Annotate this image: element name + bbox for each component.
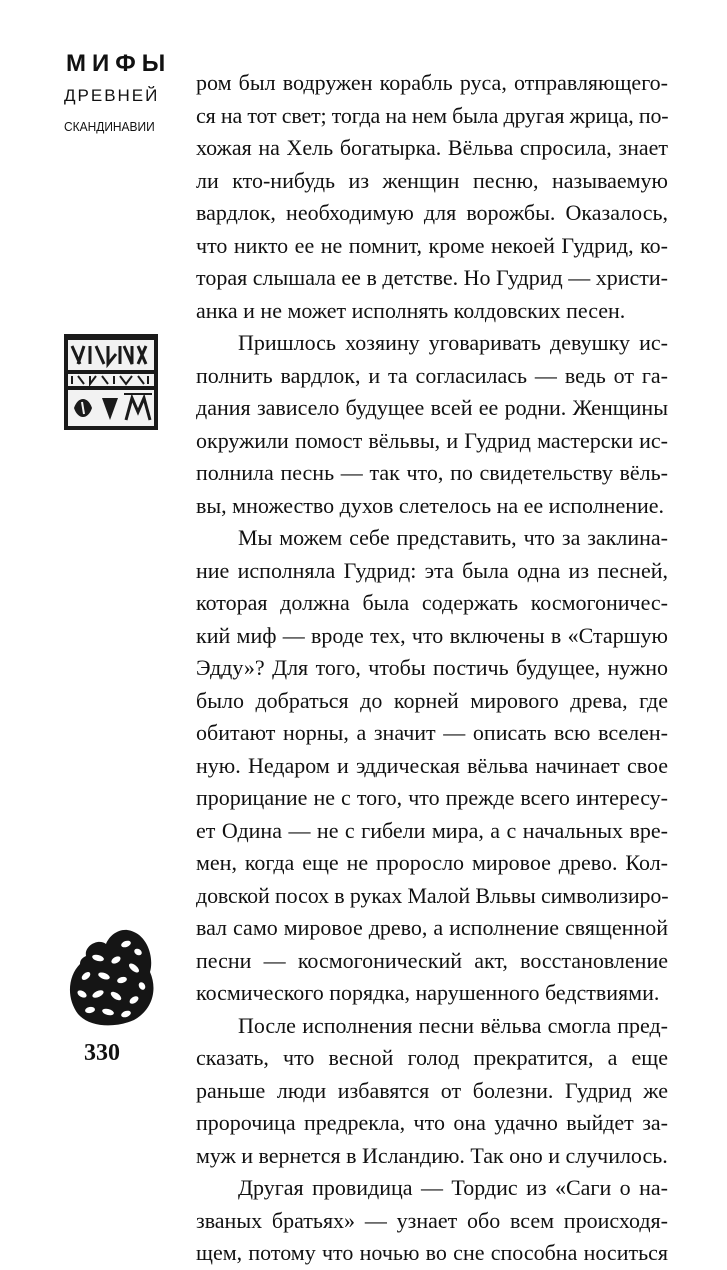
text-line: Другая провидица — Тордис из «Саги о на- xyxy=(238,1175,668,1200)
text-line: окружили помост вёльвы, и Гудрид мастерски ис- xyxy=(196,427,668,453)
text-line: Пришлось хозяину уговаривать девушку ис- xyxy=(238,330,668,355)
text-line: ет Одина — не с гибели мира, а с начальных вре- xyxy=(196,817,668,843)
text-line: Мы можем себе представить, что за заклина- xyxy=(238,525,668,550)
series-subtitle-line1: ДРЕВНЕЙ xyxy=(64,86,160,105)
paragraph xyxy=(196,1172,668,1270)
text-line: вы, множество духов слетелось на ее исполнение. xyxy=(196,492,665,518)
text-line: которая должна была содержать космогоничес- xyxy=(196,590,668,615)
text-line: дания зависело будущее всей ее родни. Женщины xyxy=(196,395,668,420)
left-margin xyxy=(0,0,180,1133)
knotwork-ornament-icon xyxy=(62,924,158,1030)
series-title: МИФЫ xyxy=(66,50,172,77)
text-line: муж и вернется в Исландию. Так оно и случилось. xyxy=(196,1142,668,1168)
text-line: ную. Недаром и эддическая вёльва начинает свое xyxy=(196,752,668,778)
text-line: раньше люди избавятся от болезни. Гудрид же xyxy=(196,1077,668,1103)
text-line: обитают норны, а значит — описать всю вселен- xyxy=(196,720,668,745)
text-line: ли кто-нибудь из женщин песню, называемую xyxy=(196,167,668,193)
paragraph xyxy=(196,522,668,1010)
text-line: Эдду»? Для того, чтобы постичь будущее, нужно xyxy=(196,655,668,680)
rune-emblem-icon xyxy=(62,332,160,432)
text-line: вал само мировое древо, а исполнение священной xyxy=(196,915,668,940)
text-line: щем, потому что ночью во сне способна носиться xyxy=(196,1240,668,1265)
text-line: полнить вардлок, и та согласилась — ведь от га- xyxy=(196,362,668,388)
text-line: хожая на Хель богатырка. Вёльва спросила, знает xyxy=(196,135,668,160)
text-line: прорицание не с того, что прежде всего интересу- xyxy=(196,785,668,810)
text-line: званых братьях» — узнает обо всем происходя- xyxy=(196,1207,668,1233)
paragraph xyxy=(196,67,668,327)
text-line: что никто ее не помнит, кроме некоей Гудрид, ко- xyxy=(196,232,668,258)
text-line: ся на тот свет; тогда на нем была другая жрица, по- xyxy=(196,102,669,128)
text-line: ром был водружен корабль руса, отправляющего- xyxy=(196,70,668,95)
text-line: мен, когда еще не проросло мировое древо. Кол- xyxy=(196,850,668,875)
text-line: космического порядка, нарушенного бедствиями. xyxy=(196,980,660,1005)
text-line: После исполнения песни вёльва смогла пред- xyxy=(238,1012,668,1038)
text-line: ние исполняла Гудрид: эта была одна из песней, xyxy=(196,557,668,583)
paragraph xyxy=(196,1010,668,1173)
text-line: анка и не может исполнять колдовских песен. xyxy=(196,297,626,323)
text-line: кий миф — вроде тех, что включены в «Старшую xyxy=(196,622,668,648)
text-line: полнила песнь — так что, по свидетельству вёль- xyxy=(196,460,668,485)
text-line: пророчица предрекла, что она удачно выйдет за- xyxy=(196,1110,668,1135)
text-line: довской посох в руках Малой Вльвы символизиро- xyxy=(196,882,669,908)
text-line: торая слышала ее в детстве. Но Гудрид — христи- xyxy=(196,265,668,290)
series-subtitle-line2: СКАНДИНАВИИ xyxy=(64,119,155,134)
text-line: песни — космогонический акт, восстановление xyxy=(196,947,668,973)
text-line: вардлок, необходимую для ворожбы. Оказалось, xyxy=(196,200,668,225)
paragraph xyxy=(196,327,668,522)
text-line: сказать, что весной голод прекратится, а еще xyxy=(196,1045,668,1070)
page-number: 330 xyxy=(84,1040,120,1066)
body-text xyxy=(196,67,668,1270)
text-line: было добраться до корней мирового древа, где xyxy=(196,687,668,713)
